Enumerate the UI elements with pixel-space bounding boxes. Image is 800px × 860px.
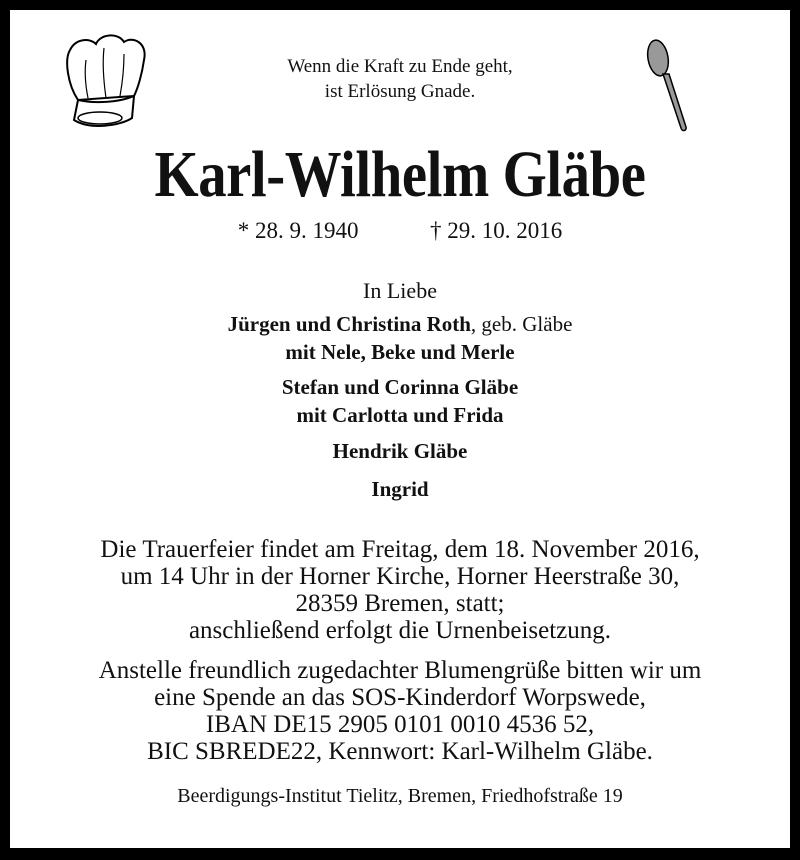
donation-line-4: BIC SBREDE22, Kennwort: Karl-Wilhelm Gläbe. xyxy=(147,738,653,765)
obituary-notice xyxy=(10,10,790,848)
donation-line-1: Anstelle freundlich zugedachter Blumengrüße bitten wir um xyxy=(98,657,702,684)
motto-line-1: Wenn die Kraft zu Ende geht, xyxy=(287,56,513,77)
family-line-1 xyxy=(10,314,790,335)
family-line-5: Hendrik Gläbe xyxy=(332,439,468,463)
death-date: † 29. 10. 2016 xyxy=(430,218,563,243)
funeral-home: Beerdigungs-Institut Tielitz, Bremen, Friedhofstraße 19 xyxy=(177,785,623,807)
in-love-heading: In Liebe xyxy=(363,278,437,303)
ceremony-line-2: um 14 Uhr in der Horner Kirche, Horner Heerstraße 30, xyxy=(120,563,680,590)
deceased-name: Karl-Wilhelm Gläbe xyxy=(154,138,646,211)
family-name-suffix: , geb. Gläbe xyxy=(470,312,573,336)
family-line-3: Stefan und Corinna Gläbe xyxy=(281,375,519,399)
chef-hat-icon xyxy=(60,30,155,130)
ceremony-line-3: 28359 Bremen, statt; xyxy=(295,590,505,617)
family-line-6: Ingrid xyxy=(371,477,429,501)
life-dates xyxy=(10,219,790,242)
motto-line-2: ist Erlösung Gnade. xyxy=(324,81,476,102)
ceremony-line-1: Die Trauerfeier findet am Freitag, dem 18. November 2016, xyxy=(100,536,700,563)
family-name-bold: Jürgen und Christina Roth xyxy=(227,312,471,336)
ceremony-line-4: anschließend erfolgt die Urnenbeisetzung. xyxy=(188,617,612,644)
birth-date: * 28. 9. 1940 xyxy=(237,218,359,243)
family-line-2: mit Nele, Beke und Merle xyxy=(285,340,515,364)
donation-line-3: IBAN DE15 2905 0101 0010 4536 52, xyxy=(205,711,595,738)
donation-line-2: eine Spende an das SOS-Kinderdorf Worpswede, xyxy=(154,684,646,711)
family-line-4: mit Carlotta und Frida xyxy=(296,403,504,427)
